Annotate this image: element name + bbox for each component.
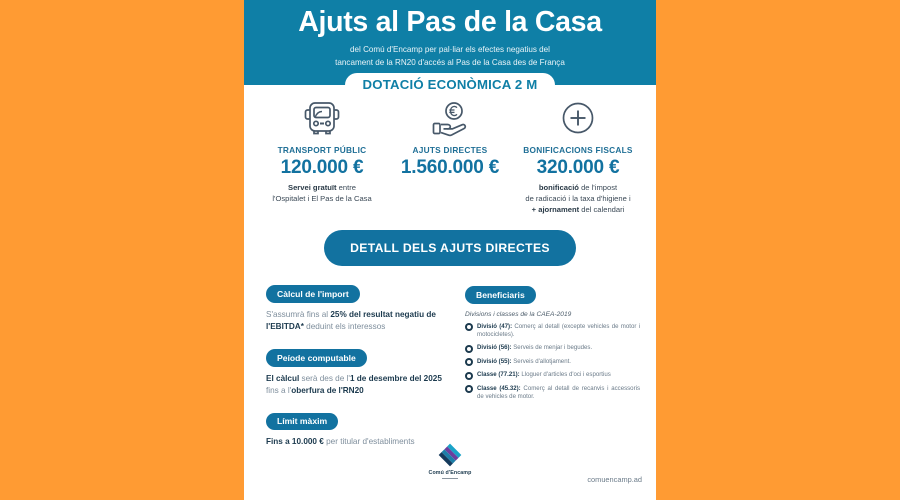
bullet-icon (465, 345, 473, 353)
beneficiaries-list (465, 323, 640, 402)
header-subtitle (258, 44, 642, 69)
beneficiary-desc: Serveis de menjar i begudes. (511, 344, 593, 352)
condition-text-periode (266, 373, 451, 397)
funding-desc-line2-transport: l'Ospitalet i El Pas de la Casa (272, 194, 372, 204)
beneficiary-code: Divisió (56): (477, 344, 512, 352)
comu-encamp-logo (410, 442, 490, 479)
periode-part-1: serà des de l' (299, 373, 350, 383)
cta-wrap (244, 230, 656, 266)
beneficiary-desc: Lloguer d'articles d'oci i esportius (519, 371, 611, 379)
pill-limit-maxim: Límit màxim (266, 413, 338, 431)
funding-columns (244, 85, 656, 215)
bullet-icon (465, 358, 473, 366)
diamond-logo-icon (437, 442, 463, 468)
funding-desc-fiscal (516, 183, 640, 215)
beneficiary-code: Divisió (47): (477, 322, 513, 330)
periode-part-4: oberfura de l'RN20 (291, 385, 364, 395)
pill-beneficiaris: Beneficiaris (465, 286, 536, 304)
list-item (465, 358, 640, 367)
beneficiary-code: Classe (77.21): (477, 371, 520, 379)
list-item (465, 344, 640, 353)
funding-desc-bold-transport: Servei gratuït (288, 183, 337, 193)
beneficiary-text (477, 344, 592, 352)
beneficiaries-column (465, 284, 640, 464)
funding-desc-rest-transport: entre (336, 183, 356, 193)
funding-label-transport: TRANSPORT PÚBLIC (277, 145, 367, 156)
beneficiary-text (477, 371, 611, 379)
beneficiary-text (477, 358, 571, 366)
funding-desc-transport (260, 183, 384, 205)
funding-desc-rest-fiscal: de l'impost (578, 183, 618, 193)
bullet-icon (465, 323, 473, 331)
funding-label-direct: AJUTS DIRECTES (412, 145, 488, 156)
pill-calcul-import: Càlcul de l'import (266, 285, 360, 303)
calcul-part-0: S'assumrà fins al (266, 309, 331, 319)
header-subtitle-line1: del Comú d'Encamp per pal·liar els efectes negatius del (350, 45, 550, 55)
logo-divider (442, 478, 458, 479)
beneficiary-desc: Comerç al detall de recanvis i accessoris de vehicles de motor. (477, 384, 640, 401)
funding-amount-transport: 120.000 € (280, 157, 364, 179)
plus-circle-icon (516, 97, 640, 143)
beneficiary-code: Classe (45.32): (477, 384, 521, 392)
limit-part-0: Fins a 10.000 € (266, 437, 324, 447)
beneficiary-text (477, 323, 640, 340)
dotacio-badge: DOTACIÓ ECONÒMICA 2 M (345, 73, 556, 97)
hand-euro-icon (388, 97, 512, 143)
funding-column-transport (258, 97, 386, 205)
periode-part-0: El càlcul (266, 373, 300, 383)
detall-ajuts-directes-button[interactable]: DETALL DELS AJUTS DIRECTES (324, 230, 576, 266)
conditions-column (266, 284, 451, 464)
header-subtitle-line2: tancament de la RN20 d'accés al Pas de la Casa des de França (335, 57, 565, 67)
beneficiary-desc: Serveis d'allotjament. (511, 357, 571, 365)
bus-icon (260, 97, 384, 143)
website-url[interactable]: comuencamp.ad (587, 475, 642, 484)
funding-desc-bold-fiscal: bonificació (538, 183, 579, 193)
funding-column-fiscal (514, 97, 642, 215)
list-item (465, 323, 640, 340)
funding-desc-line2-fiscal: de radicació i la taxa d'higiene i (525, 194, 631, 204)
bullet-icon (465, 385, 473, 393)
limit-part-1: per titular d'establiments (323, 437, 415, 447)
periode-part-3: fins a l' (266, 385, 292, 395)
list-item (465, 371, 640, 380)
beneficiary-code: Divisió (55): (477, 357, 512, 365)
funding-desc-line3-rest-fiscal: del calendari (579, 204, 625, 214)
details-section (244, 266, 656, 464)
beneficiary-text (477, 385, 640, 402)
funding-desc-line3-bold-fiscal: + ajornament (531, 204, 580, 214)
bullet-icon (465, 372, 473, 380)
beneficiary-desc: Comerç al detall (excepte vehicles de motor i motocicletes). (477, 322, 640, 339)
condition-text-calcul (266, 309, 451, 333)
funding-amount-fiscal: 320.000 € (536, 157, 620, 179)
logo-text: Comú d'Encamp (428, 470, 472, 476)
poster (244, 0, 656, 500)
page-title: Ajuts al Pas de la Casa (298, 6, 602, 38)
poster-footer (244, 442, 656, 494)
funding-label-fiscal: BONIFICACIONS FISCALS (523, 145, 633, 156)
condition-block-calcul (266, 284, 451, 333)
calcul-part-2: deduint els interessos (303, 321, 386, 331)
beneficiaries-note: Divisions i classes de la CAEA-2019 (465, 310, 572, 318)
condition-block-periode (266, 348, 451, 397)
pill-periode-computable: Peíode computable (266, 349, 367, 367)
calcul-part-1: 25% del resultat negatiu de l'EBITDA* (266, 309, 436, 331)
periode-part-2: 1 de desembre del 2025 (349, 373, 442, 383)
funding-column-direct (386, 97, 514, 179)
funding-amount-direct: 1.560.000 € (400, 157, 500, 179)
list-item (465, 385, 640, 402)
